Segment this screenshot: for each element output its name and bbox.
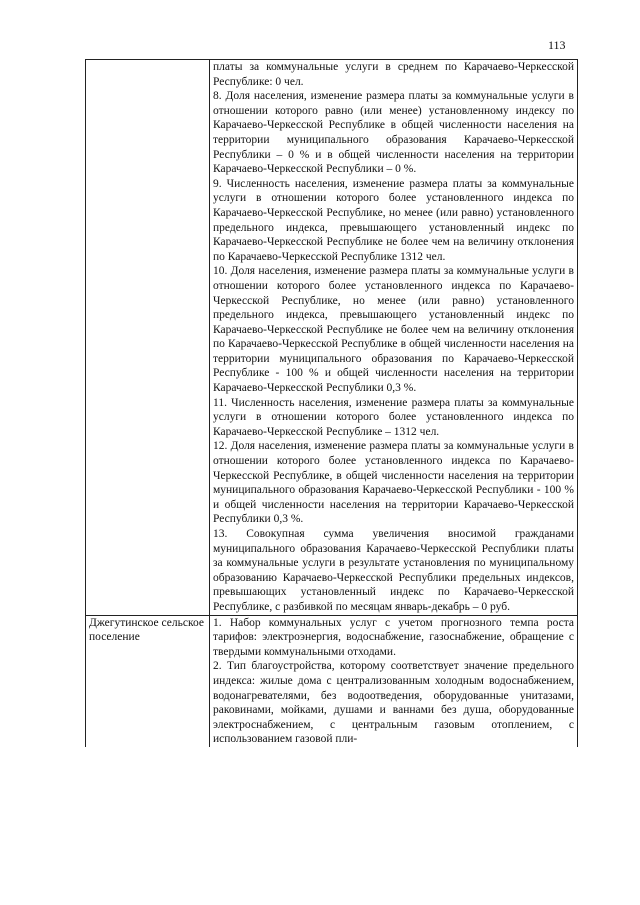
paragraph: платы за коммунальные услуги в среднем по Карачаево-Черкесской Республике: 0 чел.	[213, 61, 574, 88]
paragraph: 11. Численность населения, изменение размера платы за коммунальные услуги в отношении которого более установленного индекса по Карачаево-Черкесской Республике – 1312 чел.	[213, 396, 574, 438]
page-number: 113	[548, 38, 566, 52]
indicators-cell	[210, 60, 578, 616]
indicators-cell	[210, 615, 578, 747]
paragraph: 9. Численность населения, изменение размера платы за коммунальные услуги в отношении которого более установленного индекса по Карачаево-Черкесской Республике, но менее (или равно) установленного предельного индекса, превышающего установленный индекс по Карачаево-Черкесской Республике не более чем на величину отклонения по Карачаево-Черкесской Республике 1312 чел.	[213, 177, 574, 263]
paragraph: 8. Доля населения, изменение размера платы за коммунальные услуги в отношении которого равно (или менее) установленному индексу по Карачаево-Черкесской Республике в общей численности населения на территории муниципального образования Карачаево-Черкесской Республики – 0 % и в общей численности населения на территории Карачаево-Черкесской Республики – 0 %.	[213, 90, 574, 176]
municipality-cell	[86, 60, 210, 616]
paragraph: 13. Совокупная сумма увеличения вносимой гражданами муниципального образования Карачаево-Черкесской Республики платы за коммунальные услуги в результате установления по муниципальному образованию Карачаево-Черкесской Республики предельных индексов, превышающих установленный индекс по Карачаево-Черкесской Республике, с разбивкой по месяцам январь-декабрь – 0 руб.	[213, 528, 574, 613]
table-row	[86, 60, 578, 616]
municipality-cell: Джегутинское сельское поселение	[86, 615, 210, 747]
paragraph: 2. Тип благоустройства, которому соответствует значение предельного индекса: жилые дома с централизованным холодным водоснабжением, водонагревателями, без водоотведения, оборудованные унитазами, раковинами, мойками, душами и ваннами без душа, оборудованные электроснабжением, с центральным газовым отоплением, с использованием газовой пли-	[213, 660, 574, 746]
paragraph: 12. Доля населения, изменение размера платы за коммунальные услуги в отношении которого более установленного индекса по Карачаево-Черкесской Республике, в общей численности населения на территории муниципального образования Карачаево-Черкесской Республики - 100 % и общей численности населения на территории Карачаево-Черкесской Республики 0,3 %.	[213, 440, 574, 526]
document-table	[85, 59, 578, 747]
paragraph: 1. Набор коммунальных услуг с учетом прогнозного темпа роста тарифов: электроэнергия, водоснабжение, газоснабжение, обращение с твердыми коммунальными отходами.	[213, 616, 574, 658]
paragraph: 10. Доля населения, изменение размера платы за коммунальные услуги в отношении которого более установленного индекса по Карачаево-Черкесской Республике, но менее (или равно) установленного предельного индекса, превышающего установленный индекс по Карачаево-Черкесской Республике не более чем на величину отклонения по Карачаево-Черкесской Республике в общей численности населения на территории муниципального образования по Карачаево-Черкесской Республике - 100 % и общей численности населения на территории Карачаево-Черкесской Республики 0,3 %.	[213, 265, 574, 395]
table-row	[86, 615, 578, 747]
